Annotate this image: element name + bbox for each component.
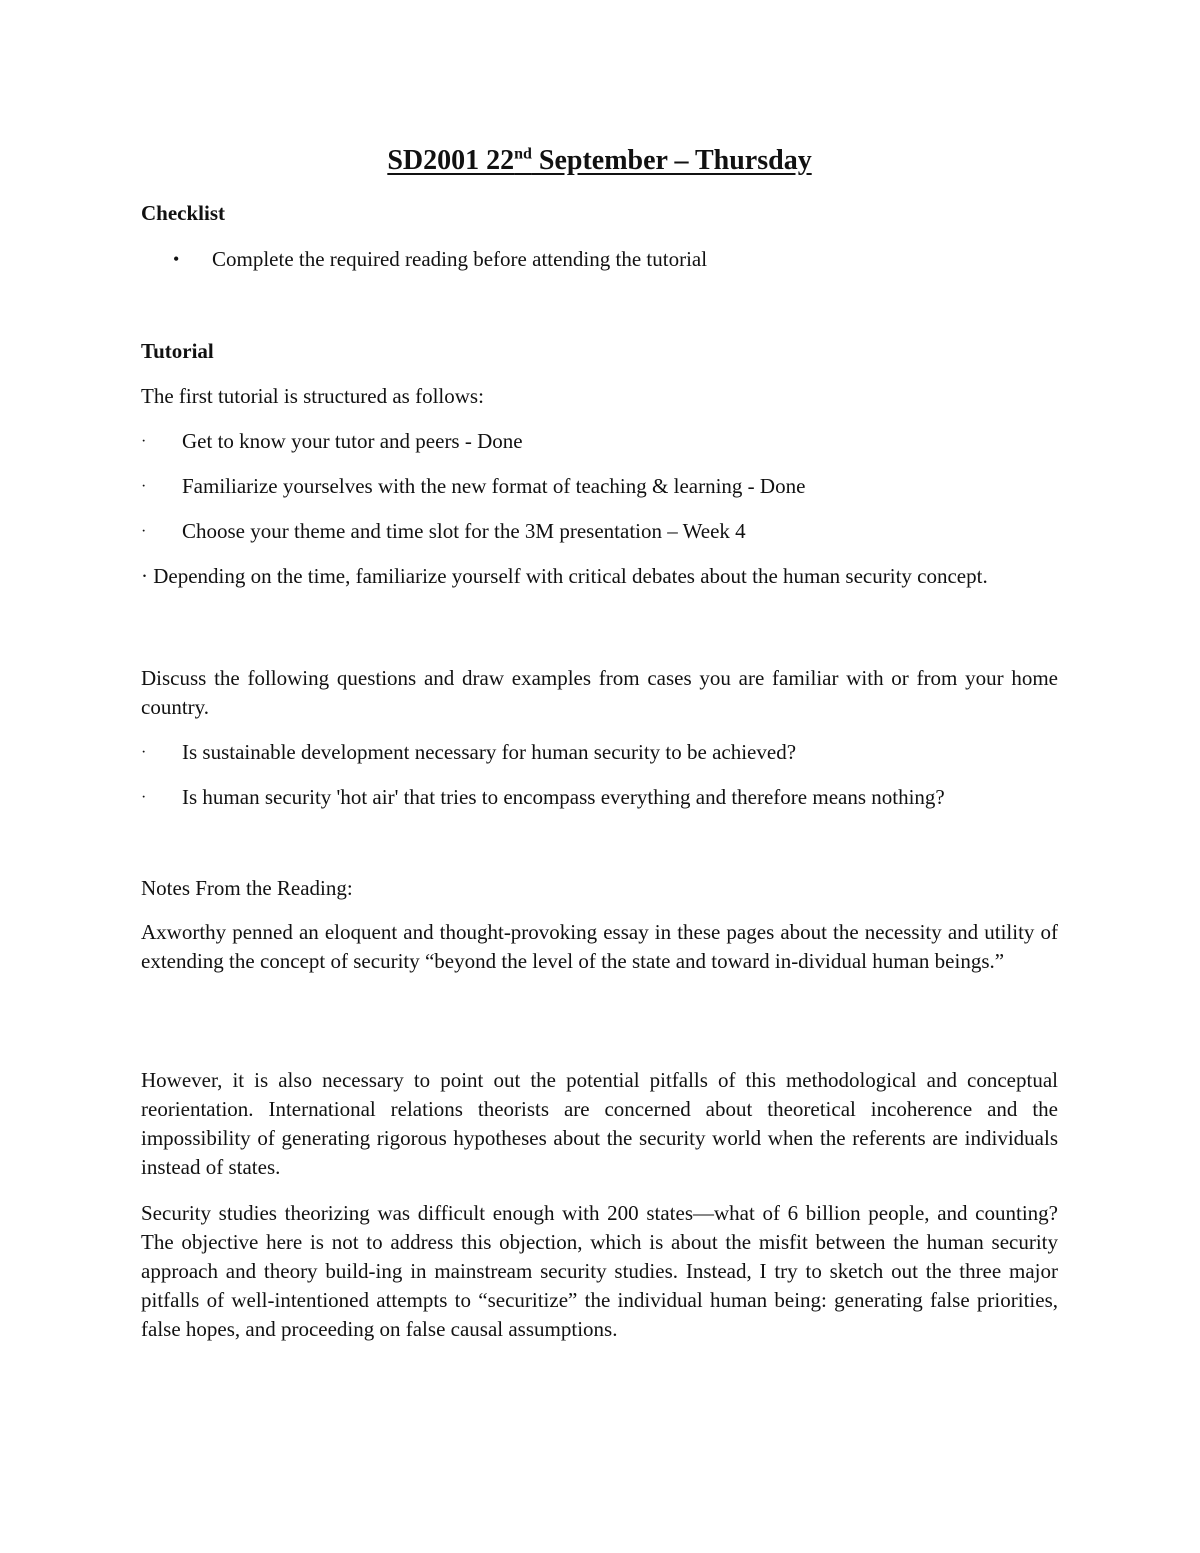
dot-bullet-icon: · xyxy=(141,433,147,450)
tutorial-item-long: · Depending on the time, familiarize yourself with critical debates about the human security concept. xyxy=(141,564,988,588)
dot-bullet-icon: · xyxy=(141,744,147,761)
notes-paragraph: However, it is also necessary to point out the potential pitfalls of this methodological and conceptual reorientation. International relations theorists are concerned about theoretical incoherence and the impossibility of generating rigorous hypotheses about the security world when the referents are individuals instead of states. xyxy=(141,1068,1058,1179)
tutorial-item: Familiarize yourselves with the new format of teaching & learning - Done xyxy=(182,474,806,498)
checklist-heading: Checklist xyxy=(141,201,225,225)
checklist-item: Complete the required reading before attending the tutorial xyxy=(212,247,708,271)
question-item: Is human security 'hot air' that tries to encompass everything and therefore means nothing? xyxy=(182,785,945,809)
bullet-icon: • xyxy=(173,249,180,269)
question-item: Is sustainable development necessary for human security to be achieved? xyxy=(182,740,797,764)
tutorial-intro: The first tutorial is structured as follows: xyxy=(141,384,484,408)
dot-bullet-icon: · xyxy=(141,523,147,540)
discuss-paragraph: Discuss the following questions and draw examples from cases you are familiar with or from your home country. xyxy=(141,666,1058,719)
tutorial-item: Get to know your tutor and peers - Done xyxy=(182,429,523,453)
page-title: SD2001 22nd September – Thursday xyxy=(387,145,812,176)
title-superscript: nd xyxy=(514,145,532,163)
dot-bullet-icon: · xyxy=(141,789,147,806)
notes-paragraph: Axworthy penned an eloquent and thought-provoking essay in these pages about the necessity and utility of extending the concept of security “beyond the level of the state and toward in-dividual human beings.” xyxy=(141,920,1058,973)
notes-paragraph: Security studies theorizing was difficult enough with 200 states—what of 6 billion people, and counting? The objective here is not to address this objection, which is about the misfit between the human security approach and theory build-ing in mainstream security studies. Instead, I try to sketch out the three major pitfalls of well-intentioned attempts to “securitize” the individual human being: generating false priorities, false hopes, and proceeding on false causal assumptions. xyxy=(141,1201,1058,1341)
notes-heading: Notes From the Reading: xyxy=(141,876,353,900)
tutorial-item: Choose your theme and time slot for the 3M presentation – Week 4 xyxy=(182,519,746,543)
dot-bullet-icon: · xyxy=(141,478,147,495)
tutorial-heading: Tutorial xyxy=(141,339,214,363)
